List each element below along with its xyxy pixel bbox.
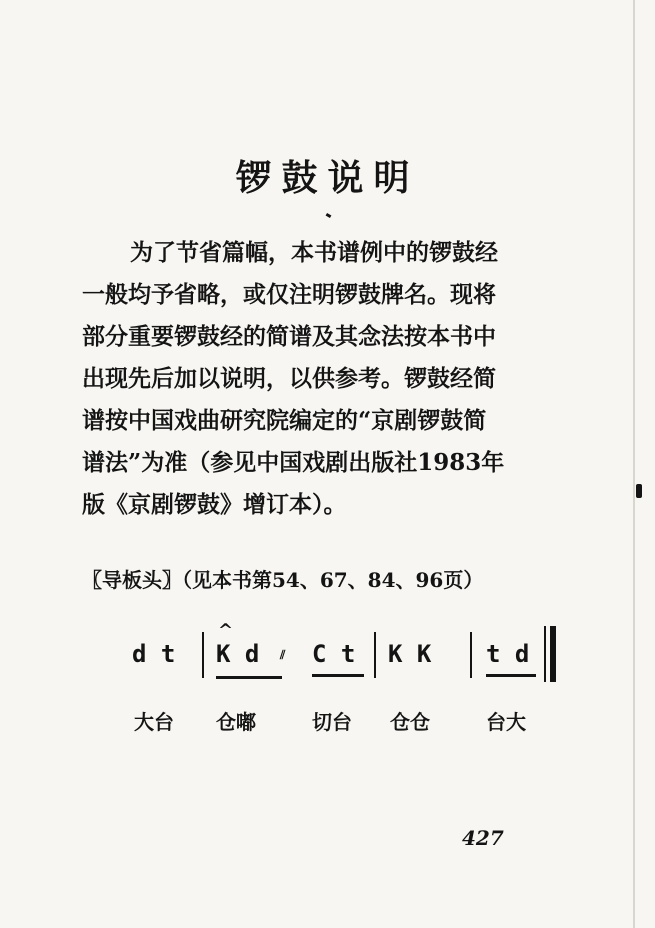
final-bar-thick — [550, 626, 556, 682]
accent-mark-icon: ^ — [218, 620, 234, 641]
score-note: K d — [216, 640, 260, 668]
print-mark — [636, 484, 642, 498]
score-syllable: 仓仓 — [390, 710, 430, 734]
score-note: K K — [388, 640, 432, 668]
section-name: 〖导板头〗 — [82, 568, 182, 592]
note-underline — [216, 676, 282, 679]
paragraph-line: 一般均予省略，或仅注明锣鼓牌名。现将 — [82, 281, 496, 308]
page-title: 锣鼓说明 — [235, 157, 420, 199]
paragraph-line: 出现先后加以说明，以供参考。锣鼓经简 — [82, 365, 496, 392]
page-spine-shadow — [633, 0, 635, 928]
score-note: d t — [132, 640, 176, 668]
paragraph-line: 版《京剧锣鼓》增订本）。 — [82, 491, 347, 518]
paragraph-line: 谱按中国戏曲研究院编定的“京剧锣鼓简 — [82, 407, 487, 434]
bar-line — [374, 632, 376, 678]
note-underline — [486, 674, 536, 677]
final-bar-thin — [544, 626, 546, 682]
score-note: C t — [312, 640, 356, 668]
score-syllable: 切台 — [312, 710, 352, 734]
print-mark — [326, 213, 332, 218]
paragraph-line: 谱法”为准（参见中国戏剧出版社1983年 — [82, 449, 505, 476]
score-syllable: 台大 — [486, 710, 526, 734]
section-heading — [82, 564, 483, 593]
score-note: t d — [486, 640, 530, 668]
percussion-score — [120, 618, 560, 688]
bar-line — [202, 632, 204, 678]
page-number: 427 — [462, 826, 504, 850]
intro-paragraph — [82, 232, 567, 526]
roll-mark-icon: ⫽ — [280, 648, 286, 662]
score-syllable: 大台 — [134, 710, 174, 734]
paragraph-line: 为了节省篇幅，本书谱例中的锣鼓经 — [130, 239, 498, 266]
score-syllable: 仓嘟 — [216, 710, 256, 734]
paragraph-line: 部分重要锣鼓经的简谱及其念法按本书中 — [82, 323, 496, 350]
section-reference: （见本书第54、67、84、96页） — [182, 568, 484, 592]
note-underline — [312, 674, 364, 677]
bar-line — [470, 632, 472, 678]
